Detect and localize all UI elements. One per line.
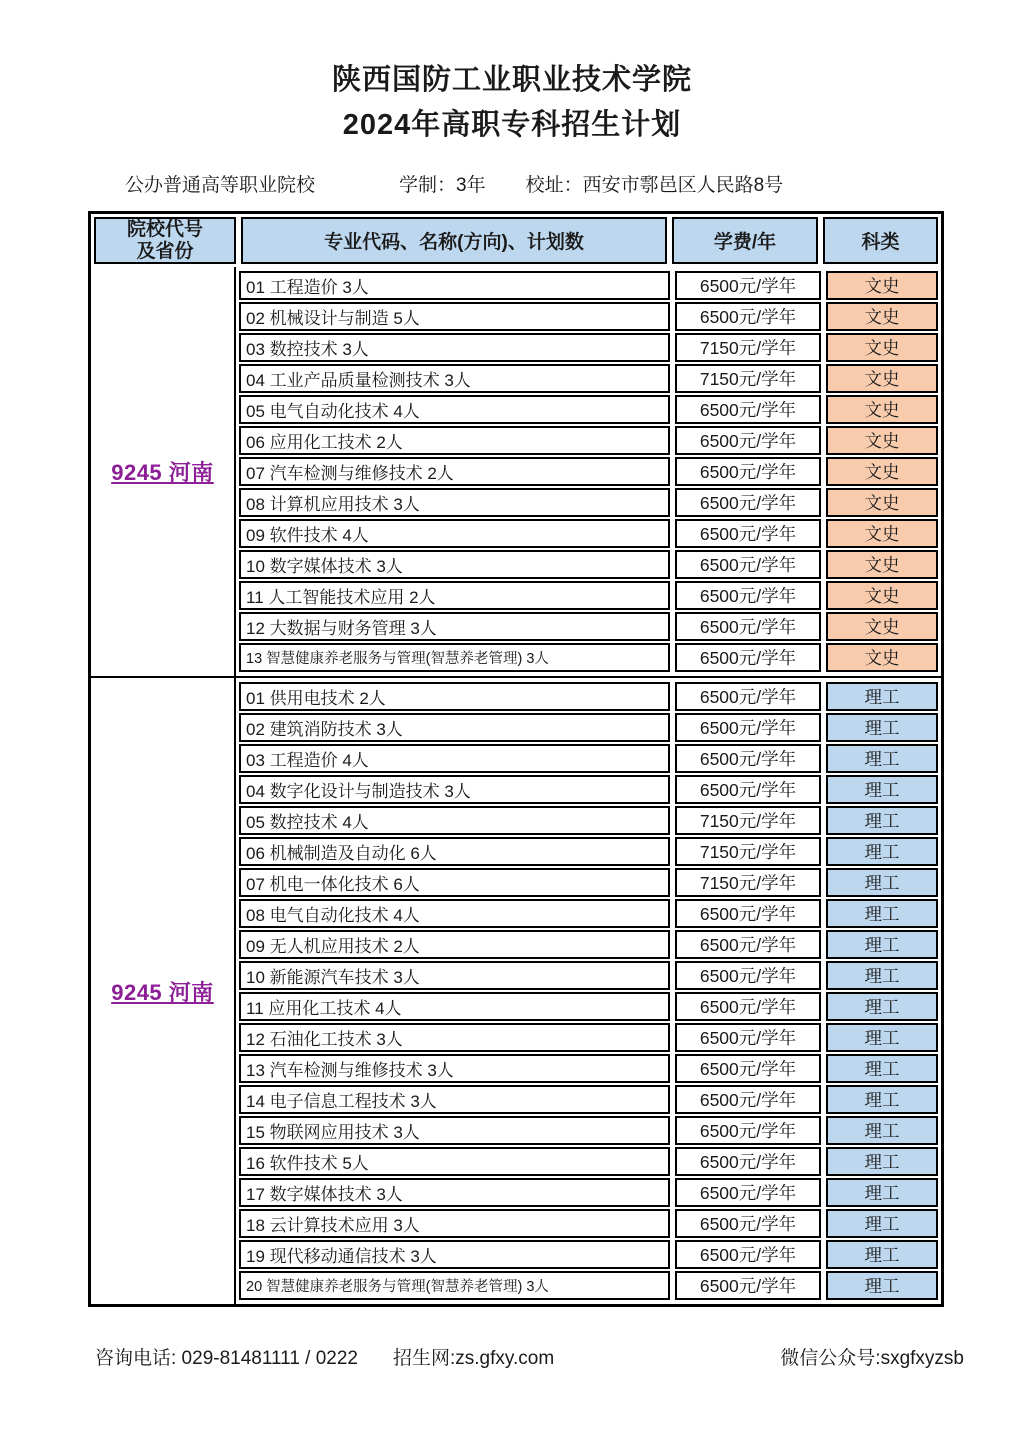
major-cell: 20 智慧健康养老服务与管理(智慧养老管理) 3人 <box>239 1271 670 1300</box>
fee-cell: 6500元/学年 <box>675 612 821 641</box>
table-row <box>239 806 938 835</box>
header-college-code <box>94 217 236 264</box>
major-cell: 02 建筑消防技术 3人 <box>239 713 670 742</box>
major-cell: 14 电子信息工程技术 3人 <box>239 1085 670 1114</box>
table-row <box>239 643 938 672</box>
major-cell: 12 石油化工技术 3人 <box>239 1023 670 1052</box>
fee-cell: 6500元/学年 <box>675 992 821 1021</box>
category-cell: 理工 <box>826 899 938 928</box>
table-row <box>239 899 938 928</box>
category-cell: 理工 <box>826 992 938 1021</box>
major-cell: 07 机电一体化技术 6人 <box>239 868 670 897</box>
table-row <box>239 364 938 393</box>
major-cell: 05 电气自动化技术 4人 <box>239 395 670 424</box>
college-code-label: 9245 河南 <box>111 979 214 1005</box>
fee-cell: 6500元/学年 <box>675 550 821 579</box>
fee-cell: 6500元/学年 <box>675 682 821 711</box>
category-cell: 理工 <box>826 1116 938 1145</box>
major-cell: 02 机械设计与制造 5人 <box>239 302 670 331</box>
table-row <box>239 1178 938 1207</box>
major-cell: 06 机械制造及自动化 6人 <box>239 837 670 866</box>
footer-phone: 咨询电话: 029-81481111 / 0222 <box>95 1348 358 1369</box>
category-cell: 理工 <box>826 1271 938 1300</box>
fee-cell: 6500元/学年 <box>675 1147 821 1176</box>
category-cell: 理工 <box>826 713 938 742</box>
fee-cell: 6500元/学年 <box>675 775 821 804</box>
category-cell: 文史 <box>826 271 938 300</box>
fee-cell: 6500元/学年 <box>675 713 821 742</box>
study-duration-label: 学制：3年 <box>399 175 486 196</box>
fee-cell: 6500元/学年 <box>675 1271 821 1300</box>
section-rows <box>236 678 941 1304</box>
table-row <box>239 1240 938 1269</box>
table-row <box>239 519 938 548</box>
category-cell: 文史 <box>826 581 938 610</box>
fee-cell: 6500元/学年 <box>675 271 821 300</box>
category-cell: 理工 <box>826 1147 938 1176</box>
fee-cell: 6500元/学年 <box>675 899 821 928</box>
category-cell: 文史 <box>826 395 938 424</box>
fee-cell: 7150元/学年 <box>675 364 821 393</box>
major-cell: 09 软件技术 4人 <box>239 519 670 548</box>
table-row <box>239 271 938 300</box>
enrollment-plan-table <box>88 211 944 1307</box>
table-row <box>239 550 938 579</box>
table-row <box>239 1085 938 1114</box>
category-cell: 文史 <box>826 333 938 362</box>
major-cell: 07 汽车检测与维修技术 2人 <box>239 457 670 486</box>
major-cell: 16 软件技术 5人 <box>239 1147 670 1176</box>
fee-cell: 7150元/学年 <box>675 868 821 897</box>
category-cell: 文史 <box>826 643 938 672</box>
major-cell: 04 数字化设计与制造技术 3人 <box>239 775 670 804</box>
table-row <box>239 775 938 804</box>
fee-cell: 6500元/学年 <box>675 395 821 424</box>
category-cell: 理工 <box>826 1054 938 1083</box>
title-line-1: 陕西国防工业职业技术学院 <box>331 64 692 96</box>
category-cell: 文史 <box>826 519 938 548</box>
category-cell: 理工 <box>826 775 938 804</box>
fee-cell: 6500元/学年 <box>675 1054 821 1083</box>
major-cell: 04 工业产品质量检测技术 3人 <box>239 364 670 393</box>
table-row <box>239 1023 938 1052</box>
major-cell: 11 人工智能技术应用 2人 <box>239 581 670 610</box>
category-cell: 文史 <box>826 426 938 455</box>
table-row <box>239 302 938 331</box>
college-code-cell <box>91 267 236 676</box>
major-cell: 08 计算机应用技术 3人 <box>239 488 670 517</box>
category-cell: 文史 <box>826 612 938 641</box>
table-row <box>239 1116 938 1145</box>
table-row <box>239 868 938 897</box>
table-header-row <box>91 214 941 267</box>
fee-cell: 6500元/学年 <box>675 519 821 548</box>
table-row <box>239 488 938 517</box>
table-row <box>239 930 938 959</box>
category-cell: 理工 <box>826 930 938 959</box>
category-cell: 理工 <box>826 1209 938 1238</box>
major-cell: 05 数控技术 4人 <box>239 806 670 835</box>
category-cell: 理工 <box>826 682 938 711</box>
document-title <box>0 0 1024 148</box>
table-row <box>239 333 938 362</box>
section-liberal-arts <box>91 267 941 676</box>
category-cell: 理工 <box>826 806 938 835</box>
table-row <box>239 457 938 486</box>
major-cell: 10 新能源汽车技术 3人 <box>239 961 670 990</box>
fee-cell: 6500元/学年 <box>675 1209 821 1238</box>
category-cell: 理工 <box>826 1178 938 1207</box>
category-cell: 文史 <box>826 457 938 486</box>
school-info-row <box>125 170 1024 197</box>
table-row <box>239 961 938 990</box>
table-row <box>239 992 938 1021</box>
category-cell: 理工 <box>826 1023 938 1052</box>
table-row <box>239 682 938 711</box>
major-cell: 10 数字媒体技术 3人 <box>239 550 670 579</box>
table-row <box>239 1147 938 1176</box>
title-line-2: 2024年高职专科招生计划 <box>342 109 682 141</box>
table-row <box>239 837 938 866</box>
fee-cell: 6500元/学年 <box>675 961 821 990</box>
major-cell: 09 无人机应用技术 2人 <box>239 930 670 959</box>
category-cell: 理工 <box>826 1240 938 1269</box>
table-row <box>239 1271 938 1300</box>
table-row <box>239 612 938 641</box>
fee-cell: 7150元/学年 <box>675 333 821 362</box>
major-cell: 01 供用电技术 2人 <box>239 682 670 711</box>
college-code-label: 9245 河南 <box>111 460 214 485</box>
table-row <box>239 1209 938 1238</box>
section-science <box>91 676 941 1304</box>
major-cell: 17 数字媒体技术 3人 <box>239 1178 670 1207</box>
category-cell: 文史 <box>826 302 938 331</box>
header-fee: 学费/年 <box>672 217 818 264</box>
fee-cell: 6500元/学年 <box>675 426 821 455</box>
major-cell: 12 大数据与财务管理 3人 <box>239 612 670 641</box>
category-cell: 理工 <box>826 961 938 990</box>
header-college-code-line2: 及省份 <box>136 240 194 262</box>
header-major: 专业代码、名称(方向)、计划数 <box>241 217 667 264</box>
table-row <box>239 426 938 455</box>
table-row <box>239 1054 938 1083</box>
header-category: 科类 <box>823 217 938 264</box>
fee-cell: 6500元/学年 <box>675 1023 821 1052</box>
fee-cell: 6500元/学年 <box>675 643 821 672</box>
fee-cell: 7150元/学年 <box>675 837 821 866</box>
major-cell: 01 工程造价 3人 <box>239 271 670 300</box>
category-cell: 文史 <box>826 488 938 517</box>
footer-row <box>95 1343 964 1370</box>
fee-cell: 6500元/学年 <box>675 744 821 773</box>
fee-cell: 6500元/学年 <box>675 488 821 517</box>
table-row <box>239 581 938 610</box>
footer-website: 招生网:zs.gfxy.com <box>393 1348 555 1369</box>
table-row <box>239 395 938 424</box>
fee-cell: 6500元/学年 <box>675 1085 821 1114</box>
major-cell: 03 工程造价 4人 <box>239 744 670 773</box>
fee-cell: 6500元/学年 <box>675 930 821 959</box>
school-type-label: 公办普通高等职业院校 <box>125 175 316 196</box>
table-row <box>239 713 938 742</box>
category-cell: 文史 <box>826 364 938 393</box>
category-cell: 理工 <box>826 1085 938 1114</box>
fee-cell: 6500元/学年 <box>675 302 821 331</box>
category-cell: 理工 <box>826 868 938 897</box>
major-cell: 13 汽车检测与维修技术 3人 <box>239 1054 670 1083</box>
fee-cell: 7150元/学年 <box>675 806 821 835</box>
school-address-label: 校址：西安市鄠邑区人民路8号 <box>525 175 784 196</box>
major-cell: 06 应用化工技术 2人 <box>239 426 670 455</box>
fee-cell: 6500元/学年 <box>675 581 821 610</box>
major-cell: 11 应用化工技术 4人 <box>239 992 670 1021</box>
footer-wechat: 微信公众号:sxgfxyzsb <box>780 1348 964 1369</box>
major-cell: 19 现代移动通信技术 3人 <box>239 1240 670 1269</box>
college-code-cell <box>91 678 236 1304</box>
fee-cell: 6500元/学年 <box>675 457 821 486</box>
major-cell: 18 云计算技术应用 3人 <box>239 1209 670 1238</box>
major-cell: 13 智慧健康养老服务与管理(智慧养老管理) 3人 <box>239 643 670 672</box>
major-cell: 15 物联网应用技术 3人 <box>239 1116 670 1145</box>
category-cell: 理工 <box>826 837 938 866</box>
major-cell: 03 数控技术 3人 <box>239 333 670 362</box>
fee-cell: 6500元/学年 <box>675 1178 821 1207</box>
fee-cell: 6500元/学年 <box>675 1240 821 1269</box>
fee-cell: 6500元/学年 <box>675 1116 821 1145</box>
major-cell: 08 电气自动化技术 4人 <box>239 899 670 928</box>
category-cell: 理工 <box>826 744 938 773</box>
table-row <box>239 744 938 773</box>
header-college-code-line1: 院校代号 <box>126 218 203 240</box>
category-cell: 文史 <box>826 550 938 579</box>
section-rows <box>236 267 941 676</box>
